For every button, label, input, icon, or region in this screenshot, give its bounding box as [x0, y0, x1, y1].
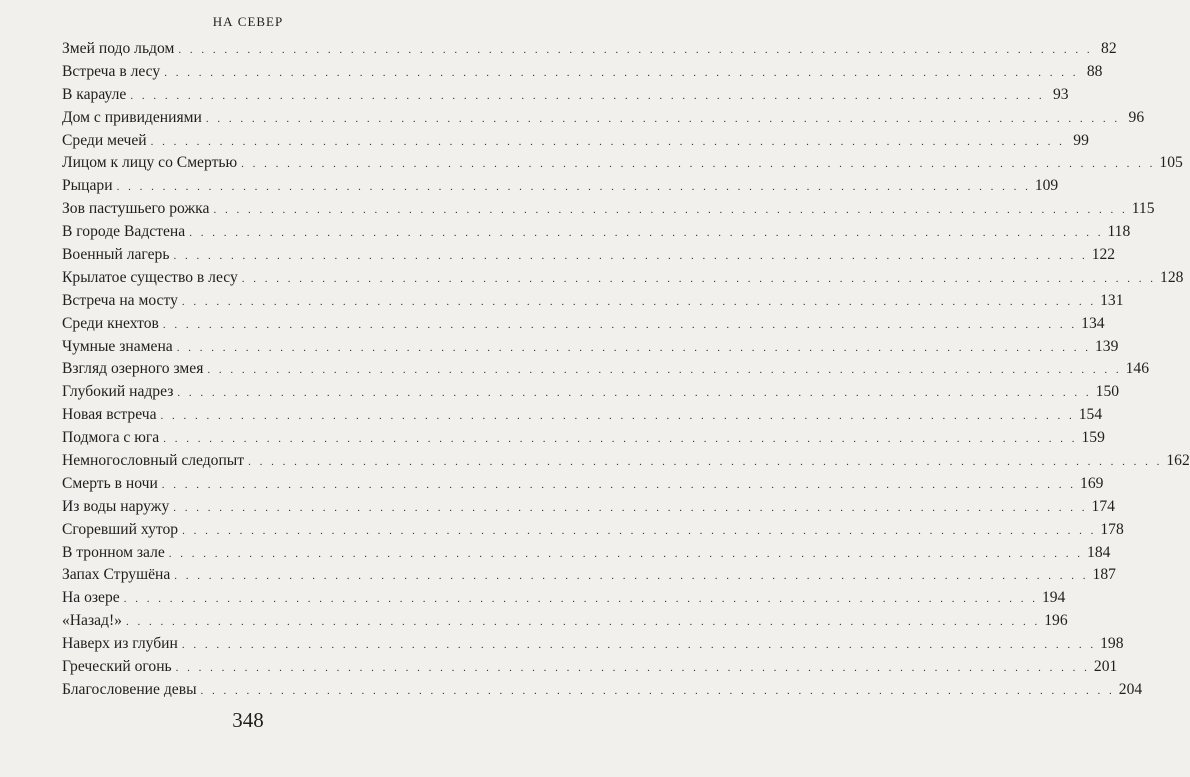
toc-entry [62, 496, 1115, 519]
dot-leader: . . . . . . . . . . . . . . . . . . . . . . . . . . . . . . . . . . . . . . . . . . . . . . . . . . . . . . . . . . . . . . . . . . . . . . . . . . . . . . . . [213, 204, 1128, 217]
toc-entry [62, 656, 1118, 679]
toc-entry-title: Зов пастушьего рожка [62, 200, 210, 218]
toc-entry [62, 175, 1059, 198]
toc-entry [62, 679, 1143, 702]
dot-leader: . . . . . . . . . . . . . . . . . . . . . . . . . . . . . . . . . . . . . . . . . . . . . . . . . . . . . . . . . . . . . . . . . . . . . . . . . . . . . . . . [163, 433, 1078, 446]
dot-leader: . . . . . . . . . . . . . . . . . . . . . . . . . . . . . . . . . . . . . . . . . . . . . . . . . . . . . . . . . . . . . . . . . . . . . . . . . . . . . . . . [241, 272, 1157, 285]
dot-leader: . . . . . . . . . . . . . . . . . . . . . . . . . . . . . . . . . . . . . . . . . . . . . . . . . . . . . . . . . . . . . . . . . . . . . . . . . . . . . . . . [241, 158, 1156, 171]
dot-leader: . . . . . . . . . . . . . . . . . . . . . . . . . . . . . . . . . . . . . . . . . . . . . . . . . . . . . . . . . . . . . . . . . . . . . . . . . . . . . . . . [181, 295, 1097, 308]
toc-entry-page: 178 [1100, 520, 1124, 538]
toc-entry-page: 134 [1081, 314, 1105, 332]
dot-leader: . . . . . . . . . . . . . . . . . . . . . . . . . . . . . . . . . . . . . . . . . . . . . . . . . . . . . . . . . . . . . . . . . . . . . . . . . . . . . . . . [200, 684, 1115, 697]
toc-entry [62, 267, 1184, 290]
dot-leader: . . . . . . . . . . . . . . . . . . . . . . . . . . . . . . . . . . . . . . . . . . . . . . . . . . . . . . . . . . . . . . . . . . . . . . . . . . . . . . . . [116, 181, 1031, 194]
toc-entry [62, 107, 1145, 130]
table-of-contents [62, 38, 1190, 702]
toc-entry-page: 201 [1093, 658, 1118, 676]
dot-leader: . . . . . . . . . . . . . . . . . . . . . . . . . . . . . . . . . . . . . . . . . . . . . . . . . . . . . . . . . . . . . . . . . . . . . . . . . . . . . . . . [160, 410, 1075, 423]
toc-entry-page: 196 [1044, 612, 1068, 630]
dot-leader: . . . . . . . . . . . . . . . . . . . . . . . . . . . . . . . . . . . . . . . . . . . . . . . . . . . . . . . . . . . . . . . . . . . . . . . . . . . . . . . . [177, 387, 1092, 400]
toc-entry-title: Среди кнехтов [62, 314, 159, 332]
dot-leader: . . . . . . . . . . . . . . . . . . . . . . . . . . . . . . . . . . . . . . . . . . . . . . . . . . . . . . . . . . . . . . . . . . . . . . . . . . . . . . . . [248, 456, 1163, 469]
toc-entry [62, 610, 1068, 633]
toc-entry [62, 587, 1066, 610]
dot-leader: . . . . . . . . . . . . . . . . . . . . . . . . . . . . . . . . . . . . . . . . . . . . . . . . . . . . . . . . . . . . . . . . . . . . . . . . . . . . . . . . [189, 227, 1104, 240]
dot-leader: . . . . . . . . . . . . . . . . . . . . . . . . . . . . . . . . . . . . . . . . . . . . . . . . . . . . . . . . . . . . . . . . . . . . . . . . . . . . . . . . [125, 616, 1041, 629]
toc-entry-title: В тронном зале [62, 543, 165, 561]
toc-entry-title: Сгоревший хутор [62, 520, 179, 538]
toc-entry [62, 152, 1183, 175]
dot-leader: . . . . . . . . . . . . . . . . . . . . . . . . . . . . . . . . . . . . . . . . . . . . . . . . . . . . . . . . . . . . . . . . . . . . . . . . . . . . . . . . [162, 318, 1078, 331]
dot-leader: . . . . . . . . . . . . . . . . . . . . . . . . . . . . . . . . . . . . . . . . . . . . . . . . . . . . . . . . . . . . . . . . . . . . . . . . . . . . . . . . [123, 593, 1038, 606]
toc-entry-title: Крылатое существо в лесу [62, 268, 238, 286]
toc-entry-page: 115 [1131, 200, 1155, 218]
toc-entry [62, 564, 1116, 587]
toc-entry-page: 88 [1086, 62, 1103, 80]
toc-entry [62, 450, 1190, 473]
toc-entry [62, 542, 1111, 565]
toc-entry-page: 131 [1100, 291, 1124, 309]
toc-entry-title: В городе Вадстена [62, 223, 186, 241]
dot-leader: . . . . . . . . . . . . . . . . . . . . . . . . . . . . . . . . . . . . . . . . . . . . . . . . . . . . . . . . . . . . . . . . . . . . . . . . . . . . . . . . [207, 364, 1122, 377]
dot-leader: . . . . . . . . . . . . . . . . . . . . . . . . . . . . . . . . . . . . . . . . . . . . . . . . . . . . . . . . . . . . . . . . . . . . . . . . . . . . . . . . [168, 547, 1084, 560]
toc-entry-page: 187 [1092, 566, 1116, 584]
running-header: НА СЕВЕР [212, 14, 284, 29]
toc-entry-page: 93 [1052, 85, 1069, 103]
dot-leader: . . . . . . . . . . . . . . . . . . . . . . . . . . . . . . . . . . . . . . . . . . . . . . . . . . . . . . . . . . . . . . . . . . . . . . . . . . . . . . . . [173, 250, 1088, 263]
toc-entry-title: Глубокий надрез [62, 383, 174, 401]
toc-entry-title: Рыцари [62, 177, 113, 195]
toc-entry [62, 336, 1119, 359]
toc-entry [62, 313, 1105, 336]
toc-entry-title: Запах Струшёна [62, 566, 171, 584]
toc-entry-page: 96 [1128, 108, 1145, 126]
toc-entry [62, 198, 1155, 221]
toc-entry-page: 194 [1041, 589, 1066, 607]
toc-entry [62, 427, 1105, 450]
dot-leader: . . . . . . . . . . . . . . . . . . . . . . . . . . . . . . . . . . . . . . . . . . . . . . . . . . . . . . . . . . . . . . . . . . . . . . . . . . . . . . . . [150, 135, 1065, 148]
toc-entry-title: Из воды наружу [62, 497, 170, 515]
toc-entry-title: На озере [62, 589, 120, 607]
toc-entry-page: 204 [1118, 680, 1143, 698]
toc-entry-page: 150 [1095, 383, 1120, 401]
dot-leader: . . . . . . . . . . . . . . . . . . . . . . . . . . . . . . . . . . . . . . . . . . . . . . . . . . . . . . . . . . . . . . . . . . . . . . . . . . . . . . . . [174, 570, 1089, 583]
toc-entry-title: Греческий огонь [62, 658, 172, 676]
toc-entry [62, 633, 1124, 656]
toc-entry-title: Встреча на мосту [62, 291, 178, 309]
toc-entry-page: 154 [1078, 406, 1103, 424]
toc-entry-title: Благословение девы [62, 680, 197, 698]
toc-entry-title: Взгляд озерного змея [62, 360, 204, 378]
dot-leader: . . . . . . . . . . . . . . . . . . . . . . . . . . . . . . . . . . . . . . . . . . . . . . . . . . . . . . . . . . . . . . . . . . . . . . . . . . . . . . . . [178, 44, 1093, 56]
dot-leader: . . . . . . . . . . . . . . . . . . . . . . . . . . . . . . . . . . . . . . . . . . . . . . . . . . . . . . . . . . . . . . . . . . . . . . . . . . . . . . . . [173, 501, 1088, 514]
toc-entry-title: Среди мечей [62, 131, 147, 149]
toc-entry-page: 162 [1166, 452, 1190, 470]
toc-entry [62, 84, 1069, 107]
toc-entry-title: Новая встреча [62, 406, 157, 424]
toc-entry-page: 159 [1081, 429, 1105, 447]
toc-entry-title: Наверх из глубин [62, 635, 178, 653]
toc-entry [62, 130, 1089, 153]
toc-entry-page: 184 [1087, 543, 1111, 561]
dot-leader: . . . . . . . . . . . . . . . . . . . . . . . . . . . . . . . . . . . . . . . . . . . . . . . . . . . . . . . . . . . . . . . . . . . . . . . . . . . . . . . . [130, 89, 1045, 102]
dot-leader: . . . . . . . . . . . . . . . . . . . . . . . . . . . . . . . . . . . . . . . . . . . . . . . . . . . . . . . . . . . . . . . . . . . . . . . . . . . . . . . . [182, 524, 1097, 537]
dot-leader: . . . . . . . . . . . . . . . . . . . . . . . . . . . . . . . . . . . . . . . . . . . . . . . . . . . . . . . . . . . . . . . . . . . . . . . . . . . . . . . . [205, 112, 1121, 125]
toc-entry-page: 198 [1100, 635, 1124, 653]
toc-entry-title: Змей подо льдом [62, 40, 175, 57]
toc-entry-page: 105 [1159, 154, 1183, 172]
toc-entry [62, 519, 1124, 542]
toc-entry-title: Встреча в лесу [62, 62, 161, 80]
toc-entry-title: Подмога с юга [62, 429, 160, 447]
toc-entry-page: 169 [1080, 474, 1104, 492]
page-number: 348 [232, 708, 264, 732]
toc-entry [62, 473, 1104, 496]
toc-entry-page: 174 [1091, 497, 1115, 515]
toc-entry-page: 99 [1073, 131, 1089, 149]
toc-entry-title: Лицом к лицу со Смертью [62, 154, 238, 172]
toc-entry [62, 244, 1116, 267]
toc-entry-page: 128 [1160, 268, 1184, 286]
toc-entry [62, 61, 1103, 84]
toc-entry [62, 221, 1131, 244]
toc-entry-title: Смерть в ночи [62, 474, 158, 492]
toc-entry [62, 358, 1150, 381]
toc-entry-page: 139 [1094, 337, 1119, 355]
toc-entry [62, 381, 1120, 404]
toc-entry-title: «Назад!» [62, 612, 122, 630]
dot-leader: . . . . . . . . . . . . . . . . . . . . . . . . . . . . . . . . . . . . . . . . . . . . . . . . . . . . . . . . . . . . . . . . . . . . . . . . . . . . . . . . [181, 639, 1097, 652]
toc-entry [62, 38, 1117, 61]
toc-entry-title: Немногословный следопыт [62, 452, 245, 470]
dot-leader: . . . . . . . . . . . . . . . . . . . . . . . . . . . . . . . . . . . . . . . . . . . . . . . . . . . . . . . . . . . . . . . . . . . . . . . . . . . . . . . . [176, 341, 1091, 354]
dot-leader: . . . . . . . . . . . . . . . . . . . . . . . . . . . . . . . . . . . . . . . . . . . . . . . . . . . . . . . . . . . . . . . . . . . . . . . . . . . . . . . . [161, 478, 1077, 491]
toc-entry-page: 82 [1101, 40, 1117, 57]
toc-entry [62, 404, 1103, 427]
toc-entry-title: Чумные знамена [62, 337, 173, 355]
toc-entry-title: В карауле [62, 85, 127, 103]
toc-entry-title: Дом с привидениями [62, 108, 202, 126]
toc-entry-page: 122 [1091, 246, 1116, 264]
dot-leader: . . . . . . . . . . . . . . . . . . . . . . . . . . . . . . . . . . . . . . . . . . . . . . . . . . . . . . . . . . . . . . . . . . . . . . . . . . . . . . . . [164, 66, 1079, 79]
toc-entry-page: 109 [1034, 177, 1059, 195]
toc-entry-page: 146 [1125, 360, 1150, 378]
toc-entry-title: Военный лагерь [62, 246, 170, 264]
dot-leader: . . . . . . . . . . . . . . . . . . . . . . . . . . . . . . . . . . . . . . . . . . . . . . . . . . . . . . . . . . . . . . . . . . . . . . . . . . . . . . . . [175, 662, 1090, 675]
toc-entry-page: 118 [1107, 223, 1131, 241]
toc-entry [62, 290, 1124, 313]
